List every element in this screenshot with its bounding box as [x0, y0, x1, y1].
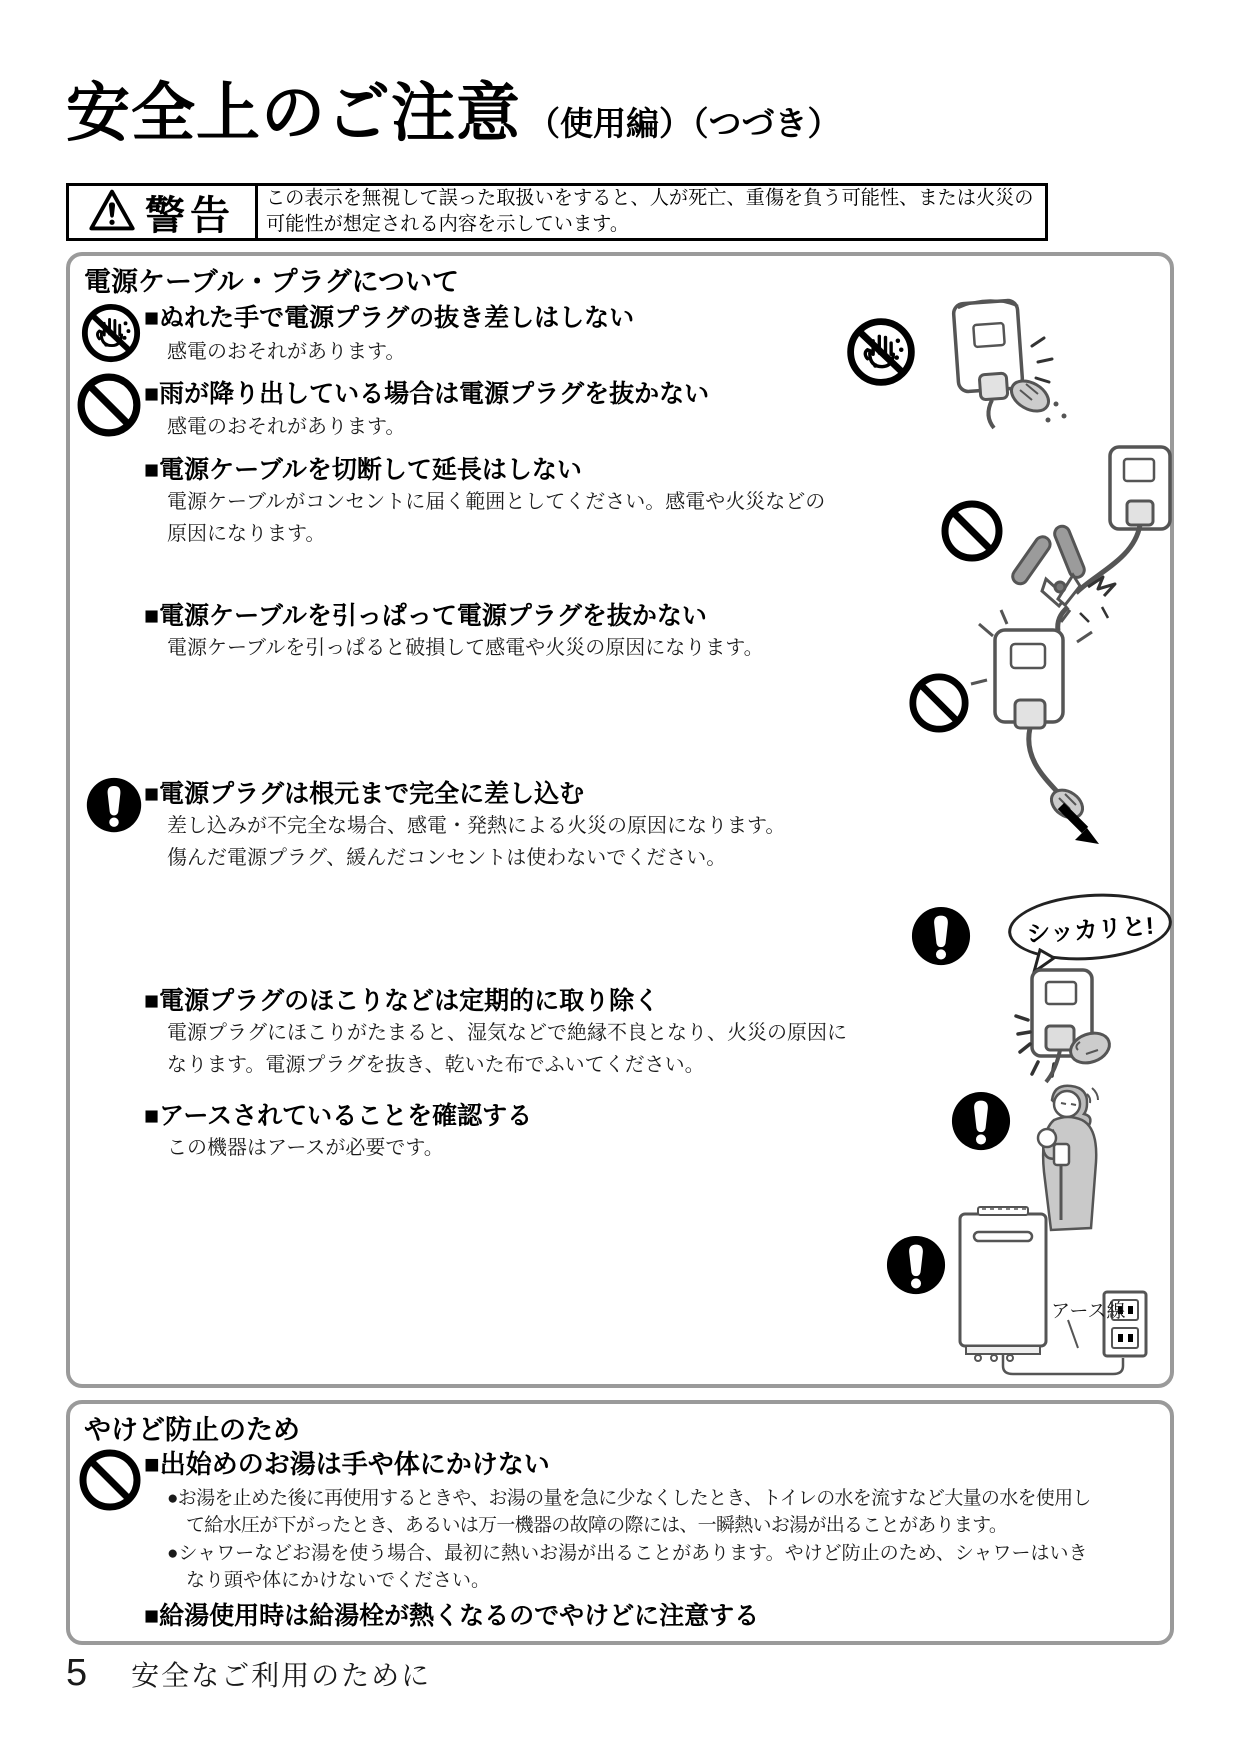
item-heading-pull-cable: ■電源ケーブルを引っぱって電源プラグを抜かない	[144, 602, 707, 630]
mandatory-icon-push	[910, 905, 972, 972]
page-title	[66, 62, 841, 154]
prohibition-icon-rain	[76, 372, 142, 443]
item-heading-first-hot-water: ■出始めのお湯は手や体にかけない	[144, 1449, 550, 1479]
mandatory-icon-insert	[85, 776, 143, 839]
page-footer	[66, 1652, 431, 1695]
warning-triangle-icon	[89, 189, 135, 236]
item-body-cut-cable: 電源ケーブルがコンセントに届く範囲としてください。感電や火災などの原因になります。	[167, 491, 826, 545]
section-burn-prevention	[66, 1400, 1174, 1645]
bullet-hot-water-1: ●お湯を止めた後に再使用するときや、お湯の量を急に少なくしたとき、トイレの水を流すなど大量の水を使用して給水圧が下がったとき、あるいは万一機器の故障の際には、一瞬熱いお湯が出ることがあります。	[167, 1488, 1091, 1536]
item-body-dust: 電源プラグにほこりがたまると、湿気などで絶縁不良となり、火災の原因になります。電源プラグを抜き、乾いた布でふいてください。	[167, 1022, 847, 1076]
earth-wire-label: アース線	[1051, 1301, 1126, 1322]
plug-pull-drawing	[965, 608, 1115, 858]
item-heading-dust: ■電源プラグのほこりなどは定期的に取り除く	[144, 987, 660, 1015]
item-body-pull-cable: 電源ケーブルを引っぱると破損して感電や火災の原因になります。	[167, 637, 764, 659]
wet-plug-drawing	[928, 294, 1098, 439]
mandatory-icon-dust	[950, 1090, 1012, 1157]
section-power-cable-plug	[66, 252, 1174, 1388]
prohibition-icon-cut	[940, 499, 1004, 568]
push-plug-illustration	[880, 890, 1170, 1100]
shikkari-label: シッカリと!	[1025, 912, 1155, 948]
wet-hand-plug-illustration	[840, 294, 1110, 434]
item-heading-insert-fully: ■電源プラグは根元まで完全に差し込む	[144, 780, 585, 808]
item-heading-earth: ■アースされていることを確認する	[144, 1102, 533, 1130]
no-wet-hands-illustration-icon	[845, 316, 917, 393]
page-title-suffix: （使用編）（つづき）	[527, 105, 841, 142]
warning-banner	[66, 183, 1048, 241]
warning-banner-label: 警告	[145, 193, 235, 238]
footer-section-title: 安全なご利用のために	[131, 1660, 432, 1691]
section-title-burn: やけど防止のため	[84, 1415, 300, 1445]
item-heading-hot-tap: ■給湯使用時は給湯栓が熱くなるのでやけどに注意する	[144, 1602, 760, 1630]
prohibition-icon-pull	[908, 672, 970, 739]
footer-page-number: 5	[66, 1652, 88, 1694]
item-heading-rain: ■雨が降り出している場合は電源プラグを抜かない	[144, 380, 710, 408]
item-body-rain: 感電のおそれがあります。	[167, 416, 406, 438]
item-body-earth: この機器はアースが必要です。	[167, 1137, 444, 1159]
bullet-hot-water-2: ●シャワーなどお湯を使う場合、最初に熱いお湯が出ることがあります。やけど防止のため、シャワーはいきなり頭や体にかけないでください。	[167, 1543, 1088, 1591]
pull-cord-illustration	[880, 608, 1120, 853]
heater-outlet-drawing	[948, 1200, 1160, 1385]
mandatory-icon-earth	[885, 1234, 947, 1301]
item-heading-cut-cable: ■電源ケーブルを切断して延長はしない	[144, 456, 582, 484]
warning-banner-description: この表示を無視して誤った取扱いをすると、人が死亡、重傷を負う可能性、または火災の可能性が想定される内容を示しています。	[266, 187, 1034, 235]
warning-banner-label-cell	[69, 186, 258, 238]
no-wet-hands-icon	[80, 302, 142, 369]
item-heading-wet-hands: ■ぬれた手で電源プラグの抜き差しはしない	[144, 304, 635, 332]
earth-wire-illustration	[855, 1200, 1170, 1380]
item-body-wet-hands: 感電のおそれがあります。	[167, 341, 406, 363]
section-title-power: 電源ケーブル・プラグについて	[84, 267, 460, 297]
prohibition-icon-hot-water	[78, 1448, 142, 1517]
item-body-insert-fully: 差し込みが不完全な場合、感電・発熱による火災の原因になります。傷んだ電源プラグ、緩んだコンセントは使わないでください。	[167, 815, 786, 869]
page-title-main: 安全上のご注意	[66, 77, 521, 149]
